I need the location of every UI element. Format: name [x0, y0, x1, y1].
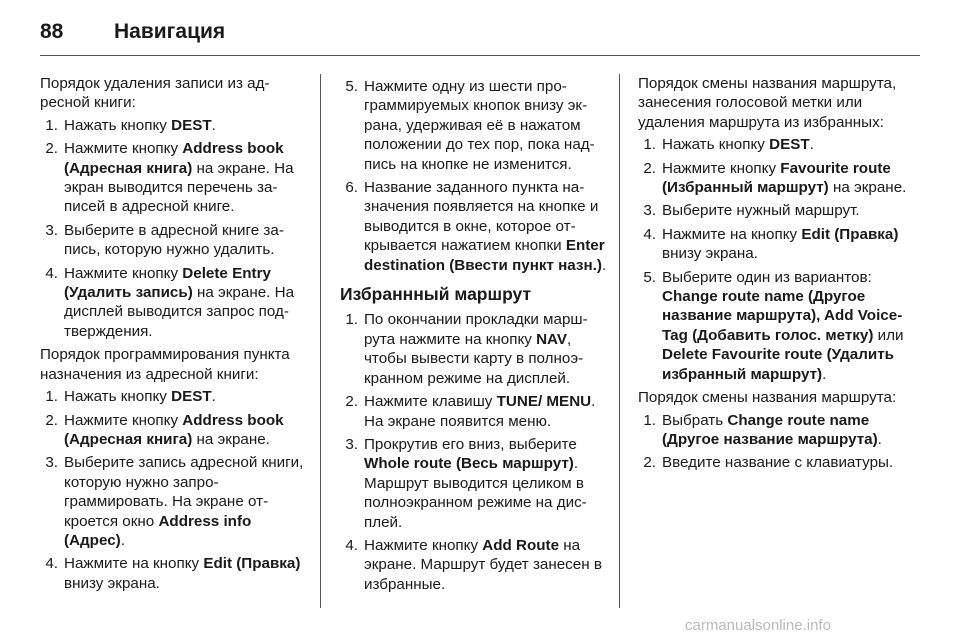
list-item — [340, 435, 610, 532]
step-bold-label: Delete Entry (Удалить запись) — [64, 264, 271, 302]
step-number: 3. — [45, 221, 58, 239]
step-text: Нажмите клавишу — [364, 393, 497, 411]
step-number: 4. — [45, 555, 58, 573]
step-text: , чтобы вывести карту в полноэкранном режиме на дисплей. — [364, 330, 584, 387]
step-text: . На экране появится меню. — [364, 393, 596, 430]
list-item — [638, 201, 920, 220]
list-item — [40, 387, 312, 406]
step-text: Нажмите кнопку — [64, 140, 183, 158]
step-text: Введите название с клавиатуры. — [662, 454, 894, 472]
step-bold-label: DEST — [769, 136, 810, 154]
step-text: Выберите нужный маршрут. — [662, 202, 860, 220]
step-text: . — [211, 116, 216, 134]
step-text: внизу экрана. — [662, 245, 758, 263]
step-number: 3. — [45, 454, 58, 472]
step-text: Выбрать — [662, 411, 728, 429]
step-bold-label: Change route name (Другое название маршрута) — [662, 411, 878, 448]
step-number: 4. — [643, 225, 656, 243]
step-text: Нажать кнопку — [64, 388, 172, 406]
step-number: 2. — [643, 159, 656, 177]
step-text: Нажать кнопку — [64, 116, 172, 134]
step-text: Прокрутив его вниз, выберите — [364, 435, 577, 453]
step-number: 1. — [45, 116, 58, 134]
steps-list — [340, 77, 610, 275]
list-item — [40, 221, 312, 260]
list-item — [638, 135, 920, 154]
steps-list — [638, 135, 920, 384]
paragraph-intro: Порядок программирования пункта назначения из адресной книги: — [40, 346, 290, 383]
list-item — [40, 453, 312, 550]
step-number: 3. — [345, 435, 358, 453]
step-bold-label: Add Route — [482, 536, 560, 554]
step-number: 2. — [45, 140, 58, 158]
steps-list — [340, 310, 610, 594]
step-bold-label: DEST — [171, 388, 212, 406]
step-text: Нажать кнопку — [662, 136, 770, 154]
step-text: . — [211, 388, 216, 406]
step-text: Нажмите на кнопку — [662, 225, 802, 243]
page-header — [40, 16, 920, 52]
header-rule — [40, 55, 920, 56]
list-item — [40, 264, 312, 342]
step-bold-label: Address book (Адресная книга) — [64, 140, 284, 177]
step-text: Нажмите одну из шести программируемых кнопок внизу экрана, удерживая её в нажатом положении до тех пор, пока надпись на кнопке не изменится. — [364, 78, 595, 173]
step-text: . — [822, 365, 827, 383]
step-text: на экране. Маршрут будет занесен в избранные. — [364, 536, 602, 593]
step-text: . — [601, 256, 607, 274]
step-text: . Маршрут выводится целиком в полноэкранном режиме на дисплей. — [364, 455, 587, 531]
step-number: 1. — [643, 411, 656, 429]
list-item — [638, 453, 920, 472]
step-text: . — [809, 136, 814, 154]
step-text: на экране. На дисплей выводится запрос подтверждения. — [64, 284, 295, 340]
step-bold-label: NAV — [536, 330, 568, 348]
step-number: 2. — [45, 411, 58, 429]
step-bold-label: Edit (Правка) — [203, 555, 301, 573]
step-bold-label: Change route name (Другое название маршрута), Add Voice-Tag (Добавить голос. метку) — [662, 288, 903, 344]
step-bold-label: Delete Favourite route (Удалить избранный маршрут) — [662, 346, 894, 383]
list-item — [340, 77, 610, 174]
watermark: carmanualsonline.info — [685, 617, 831, 634]
step-number: 1. — [643, 136, 656, 154]
paragraph-intro: Порядок удаления записи из адресной книги: — [40, 75, 270, 112]
step-text: Нажмите кнопку — [64, 411, 183, 429]
step-bold-label: Address info (Адрес) — [64, 512, 252, 549]
step-text: Нажмите кнопку — [64, 264, 183, 282]
step-text: Выберите запись адресной книги, которую нужно запрограммировать. На экране откроется окно — [64, 454, 304, 530]
step-text: По окончании прокладки маршрута нажмите на кнопку — [364, 311, 588, 348]
list-item — [638, 159, 920, 198]
subsection-heading: Избраннный маршрут — [340, 284, 532, 305]
column-1 — [40, 74, 312, 597]
step-bold-label: Favourite route (Избранный маршрут) — [662, 159, 891, 197]
list-item — [40, 116, 312, 135]
steps-list — [40, 387, 312, 593]
step-number: 4. — [345, 536, 358, 554]
list-item — [638, 411, 920, 450]
step-text: или — [873, 326, 904, 344]
steps-list — [638, 411, 920, 473]
step-bold-label: TUNE/ MENU — [496, 393, 592, 411]
step-bold-label: DEST — [171, 116, 212, 134]
step-bold-label: Address book (Адресная книга) — [64, 411, 284, 448]
step-text: . — [120, 531, 125, 549]
column-divider — [619, 74, 620, 608]
step-number: 2. — [345, 393, 358, 411]
step-text: Выберите в адресной книге запись, которую нужно удалить. — [64, 221, 284, 259]
steps-list — [40, 116, 312, 341]
step-number: 4. — [45, 264, 58, 282]
column-3 — [638, 74, 920, 477]
section-title: Навигация — [114, 20, 226, 43]
column-2 — [340, 74, 610, 598]
list-item — [340, 392, 610, 431]
column-divider — [320, 74, 321, 608]
step-number: 2. — [643, 454, 656, 472]
step-number: 5. — [643, 268, 656, 286]
list-item — [340, 310, 610, 388]
step-text: на экране. — [192, 430, 270, 448]
page-number: 88 — [40, 20, 64, 43]
step-text: Нажмите кнопку — [364, 536, 483, 554]
step-number: 5. — [345, 78, 358, 95]
paragraph-intro: Порядок смены названия маршрута: — [638, 389, 897, 407]
list-item — [340, 536, 610, 594]
step-text: Выберите один из вариантов: — [662, 268, 872, 286]
step-number: 1. — [45, 388, 58, 406]
step-text: Название заданного пункта назначения появляется на кнопке и выводится в окне, которое открывается нажатием кнопки — [364, 179, 599, 255]
list-item — [40, 139, 312, 217]
list-item — [40, 411, 312, 450]
step-number: 1. — [345, 311, 358, 329]
step-bold-label: Edit (Правка) — [801, 225, 899, 243]
step-text: Нажмите кнопку — [662, 159, 781, 177]
step-text: . — [877, 430, 882, 448]
paragraph-intro: Порядок смены названия маршрута, занесения голосовой метки или удаления маршрута из избранных: — [638, 75, 897, 131]
list-item — [40, 554, 312, 593]
step-bold-label: Whole route (Весь маршрут) — [364, 455, 574, 473]
step-text: Нажмите на кнопку — [64, 555, 204, 573]
step-number: 3. — [643, 202, 656, 220]
step-text: на экране. На экран выводится перечень записей в адресной книге. — [64, 159, 294, 216]
step-bold-label: Enter destination (Ввести пункт назн.) — [364, 237, 605, 274]
list-item — [340, 178, 610, 275]
list-item — [638, 225, 920, 264]
step-number: 6. — [345, 179, 358, 197]
step-text: внизу экрана. — [64, 574, 160, 592]
step-text: на экране. — [828, 179, 907, 197]
list-item — [638, 268, 920, 384]
